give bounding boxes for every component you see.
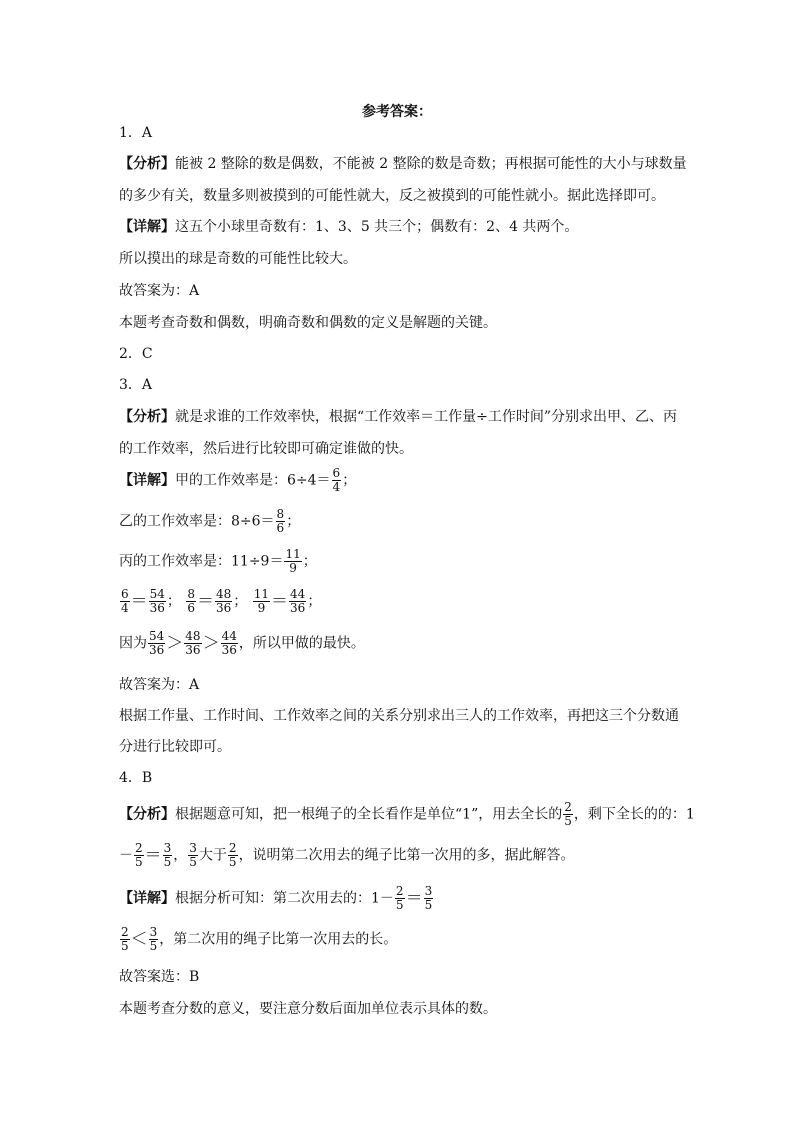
q1-summary: 本题考查奇数和偶数，明确奇数和偶数的定义是解题的关键。 [119,315,497,331]
fraction: $\frac{54}{36}$ [149,587,165,615]
fraction: $\frac{6}{4}$ [121,587,129,615]
fraction: $\frac{3}{5}$ [149,925,158,953]
q1-detail-text-1: 这五个小球里奇数有：1、3、5 共三个；偶数有：2、4 共两个。 [175,219,579,235]
jia-text: 甲的工作效率是：6÷4＝ [175,472,331,489]
yi-text: 乙的工作效率是：8÷6＝ [119,513,275,530]
fraction: $\frac{3}{5}$ [163,841,172,869]
q4-summary: 本题考查分数的意义，要注意分数后面加单位表示具体的数。 [119,1001,497,1017]
fraction: $\frac{3}{5}$ [189,841,197,869]
detail-tag: 【详解】 [119,890,175,907]
q4-analysis-line-1: 【分析】根据题意可知，把一根绳子的全长看作是单位“1”，用去全长的 $\frac{2}{5}$ ，剩下全长的的：1 [119,800,695,828]
fraction: $\frac{54}{36}$ [149,629,165,657]
q3-detail-yi: 乙的工作效率是：8÷6＝ $\frac{8}{6}$ ； [119,507,301,535]
fraction: $\frac{11}{9}$ [253,587,270,615]
fraction: $\frac{2}{5}$ [395,884,404,912]
q4-analysis-line-2: － $\frac{2}{5}$ ＝ $\frac{3}{5}$ ， $\frac{3}{5}$ 大于 $\frac{2}{5}$ ，说明第二次用去的绳子比第一次用的多，据此解答。 [119,841,575,869]
q3-conclusion: ，所以甲做的最快。 [238,635,365,652]
q3-number: 3．A [119,377,153,393]
fraction: $\frac{44}{36}$ [290,587,306,615]
q3-answer: 故答案为：A [119,677,200,693]
page-title: 参考答案： [362,104,432,120]
fraction: $\frac{2}{5}$ [228,841,237,869]
q1-detail-line-2: 所以摸出的球是奇数的可能性比较大。 [119,251,357,267]
fraction: $\frac{44}{36}$ [221,629,237,657]
q4-detail-line-1: 【详解】根据分析可知：第二次用去的：1－ $\frac{2}{5}$ ＝ $\frac{3}{5}$ [119,884,433,912]
q3-analysis-line-2: 的工作效率，然后进行比较即可确定谁做的快。 [119,441,413,457]
bing-text: 丙的工作效率是：11÷9＝ [119,553,284,570]
fraction: $\frac{48}{36}$ [216,587,232,615]
fraction: $\frac{48}{36}$ [185,629,201,657]
q4-number: 4．B [119,770,153,786]
q1-analysis-text-1: 能被 2 整除的数是偶数，不能被 2 整除的数是奇数；再根据可能性的大小与球数量 [175,156,687,172]
fraction: $\frac{8}{6}$ [276,507,285,535]
q3-analysis-line-1 [119,408,677,426]
detail-tag: 【详解】 [119,219,175,235]
q1-analysis-line-1 [119,155,687,173]
q1-number: 1．A [119,125,153,141]
fraction: $\frac{11}{9}$ [285,547,301,575]
q3-detail-bing: 丙的工作效率是：11÷9＝ $\frac{11}{9}$ ； [119,547,317,575]
q2-number: 2．C [119,346,153,362]
detail-tag: 【详解】 [119,472,175,489]
q3-summary-line-2: 分进行比较即可。 [119,739,231,755]
q1-detail-line-1 [119,218,578,236]
fraction: $\frac{2}{5}$ [135,841,143,869]
q3-equivalent-fractions: $\frac{6}{4}$ ＝ $\frac{54}{36}$ ； $\frac{8}{6}$ ＝ $\frac{48}{36}$ ； $\frac{11}{9}$ ＝ $\frac{44}{36}$ ； [121,587,322,615]
q3-detail-jia: 【详解】甲的工作效率是：6÷4＝ $\frac{6}{4}$ ； [119,466,357,494]
analysis-tag: 【分析】 [119,806,175,823]
fraction: $\frac{6}{4}$ [332,466,341,494]
q1-analysis-line-2: 的多少有关，数量多则被摸到的可能性就大，反之被摸到的可能性就小。据此选择即可。 [119,188,665,204]
q3-comparison: 因为 $\frac{54}{36}$ ＞ $\frac{48}{36}$ ＞ $\frac{44}{36}$ ，所以甲做的最快。 [119,629,365,657]
q4-answer: 故答案选：B [119,969,200,985]
fraction: $\frac{3}{5}$ [424,884,433,912]
fraction: $\frac{8}{6}$ [187,587,196,615]
q3-analysis-text-1: 就是求谁的工作效率快，根据“工作效率＝工作量÷工作时间”分别求出甲、乙、丙 [175,409,678,425]
analysis-tag: 【分析】 [119,156,175,172]
fraction: $\frac{2}{5}$ [121,925,129,953]
analysis-tag: 【分析】 [119,409,175,425]
fraction: $\frac{2}{5}$ [564,800,572,828]
q4-detail-line-2: $\frac{2}{5}$ ＜ $\frac{3}{5}$ ，第二次用的绳子比第一次用去的长。 [121,925,398,953]
q3-summary-line-1: 根据工作量、工作时间、工作效率之间的关系分别求出三人的工作效率，再把这三个分数通 [119,708,679,724]
q1-answer: 故答案为：A [119,283,200,299]
